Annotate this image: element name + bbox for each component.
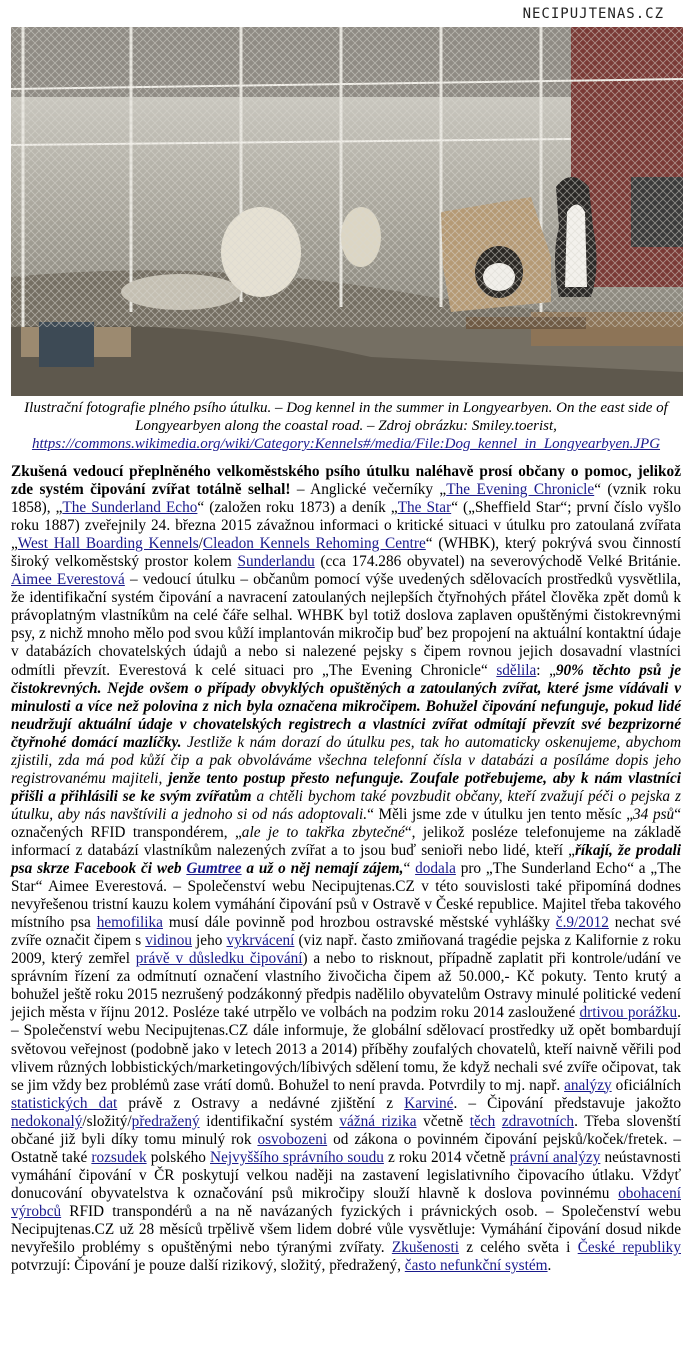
text: . – Společenství webu Necipujtenas.CZ dále informuje, že globální sdělovací prostředky už opět bombardují světovou veřejnost (podobně jako v letech 2013 a 2014) příběhy zoufalých chovatelů, kteří naivně věřili pod vlivem různých lobbistických/marketingových/líbivých sdělení tomu, že když nechali své zvíře očipovat, tak se jim vždy bez problémů zase vrátí domů. Bohužel to není pravda. Potvrdily to mj. např. (11, 1004, 681, 1094)
text: jeho (192, 932, 227, 950)
quote-italic: 34 psů (633, 805, 675, 823)
text: polského (146, 1148, 211, 1166)
text: “ (založen roku 1873) a deník „ (197, 499, 398, 517)
text: (viz např. často zmiňovaná tragédie pejska z Kalifornie z roku 2009, který zemřel (11, 932, 681, 968)
text: . Třeba slovenští občané již byli díky tomu minulý rok (11, 1112, 681, 1148)
link-cleadon[interactable]: Cleadon Kennels Rehoming Centre (202, 535, 426, 553)
text: RFID transpondérů a na ně navázaných fyzických i právnických osob. – Společenství webu Necipujtenas.CZ už 28 měsíců trpělivě všem lidem dobré vůle vysvětluje: Vymáhání čipování dosud nikde nevyřešilo problémy s opuštěnými nebo týranými zvířaty. (11, 1202, 681, 1257)
text: /složitý/ (82, 1112, 132, 1130)
text: . (547, 1257, 552, 1275)
text: “ (vznik roku 1858), „ (11, 481, 681, 517)
link-zdravotnich[interactable]: zdravotních (501, 1112, 575, 1130)
link-analyzy[interactable]: analýzy (564, 1076, 612, 1094)
text: “ Měli jsme zde v útulku jen tento měsíc „ (367, 805, 634, 823)
link-sunderland[interactable]: Sunderlandu (237, 553, 315, 571)
link-vidinou[interactable]: vidinou (145, 932, 192, 950)
text: identifikační systém (199, 1112, 340, 1130)
link-vazna-rizika[interactable]: vážná rizika (339, 1112, 417, 1130)
link-predrazeny[interactable]: předražený (131, 1112, 200, 1130)
text: “ (403, 860, 416, 878)
link-prave-v-dusledku[interactable]: právě v důsledku čipování (135, 950, 303, 968)
link-gumtree[interactable]: Gumtree (186, 860, 242, 878)
link-nejvyssi-soud[interactable]: Nejvyššího správního soudu (210, 1148, 384, 1166)
link-dodala[interactable]: dodala (415, 860, 456, 878)
quote-bold: říkají, že prodali psa skrze Facebook či web (11, 841, 682, 878)
quote-italic: a chtěli bychom také povzbudit občany, kteří zvažují péči o pejska z útulku, aby nás navštívili a jednoho si od nás adoptovali. (11, 787, 681, 823)
text: z roku 2014 včetně (383, 1148, 510, 1166)
text: potvrzují: Čipování je pouze další rizikový, složitý, předražený, (11, 1257, 405, 1275)
link-vykrvaceni[interactable]: vykrvácení (226, 932, 295, 950)
text: . – Čipování představuje jakožto (453, 1094, 682, 1112)
text: “ (WHBK), který pokrývá svou činností široký velkoměstský prostor kolem (11, 535, 681, 571)
link-vyhlaska[interactable]: č.9/2012 (555, 914, 609, 932)
text: / (198, 535, 203, 553)
link-sunderland-echo[interactable]: The Sunderland Echo (62, 499, 198, 517)
text: “ („Sheffield Star“; první číslo vyšlo roku 1887) zveřejnily 24. března 2015 závažnou informaci o kritické situaci v útulku pro zatoulaná zvířata „ (11, 499, 681, 553)
link-statistickych-dat[interactable]: statistických dat (11, 1094, 118, 1112)
text: – Anglické večerníky „ (290, 481, 447, 499)
text: (cca 174.286 obyvatel) na severovýchodě Velké Británie. (314, 553, 681, 571)
link-rozsudek[interactable]: rozsudek (91, 1148, 147, 1166)
text: z celého světa i (458, 1239, 578, 1257)
link-casto-nefunkcni[interactable]: často nefunkční systém (404, 1257, 548, 1275)
quote-bold: a už o něj nemají zájem, (241, 860, 404, 878)
text: včetně (416, 1112, 470, 1130)
link-sdelila[interactable]: sdělila (496, 661, 537, 679)
text: – vedoucí útulku – občanům pomocí výše uvedených sdělovacích prostředků vysvětlila, že identifikační systém čipování a navracení zatoulaných nejlepších čtyřnohých přátel člověka zpět domů k právoplatným vlastníkům na celé čáře selhal. WHBK byl totiž doslova zaplaven opuštěnými čistokrevnými psy, z nichž mnoho mělo pod svou kůží implantován mikročip buď bez propojení na aktuální kontaktní údaje v databázích chovatelských údajů a nebo si nalezené pejsky s čipem rovnou jejich dosavadní vlastníci odmítli převzít. Everestová k celé situaci pro „The Evening Chronicle“ (11, 571, 681, 679)
text: : „ (536, 661, 556, 679)
text: nechat své zvíře označit čipem s (11, 914, 681, 950)
link-hemofilika[interactable]: hemofilika (96, 914, 163, 932)
photo-caption (8, 399, 684, 454)
text: právě z Ostravy a nedávné zjištění z (117, 1094, 405, 1112)
link-west-hall[interactable]: West Hall Boarding Kennels (17, 535, 199, 553)
text: ) a nebo to risknout, případně zaplatit při kontrole/udání ve správním řízení za odmítnutí označení vlastního živočicha čipem až 50.000,- Kč pokuty. Tento krutý a bohužel ještě roku 2015 nezrušený podzákonný předpis nadělilo obyvatelům Ostravy minulé politické vedení jejich města v říjnu 2012. Posléze také utrpělo ve volbách na podzim roku 2014 zasloužené (11, 950, 681, 1022)
caption-text: Ilustrační fotografie plného psího útulku. – Dog kennel in the summer in Longyearbyen. On the east side of Longyearbyen along the coastal road. – Zdroj obrázku: Smiley.toerist, (24, 400, 668, 435)
text (495, 1113, 502, 1130)
link-the-star[interactable]: The Star (397, 499, 452, 517)
link-pravni-analyzy[interactable]: právní analýzy (509, 1148, 601, 1166)
link-osvobozeni[interactable]: osvobozeni (257, 1130, 328, 1148)
link-nedokonaly[interactable]: nedokonalý (11, 1112, 83, 1130)
link-porazku[interactable]: drtivou porážku (579, 1004, 678, 1022)
site-name: NECIPUJTENAS.CZ (522, 6, 664, 22)
text: “ označených RFID transpondérem, „ (11, 805, 682, 841)
text: “, jelikož posléze telefonujeme na základě informací z databází vlastníkům nalezených zvířat a to jsou buď senioři nebo lidé, kteří „ (11, 823, 681, 859)
text: pro „The Sunderland Echo“ a „The Star“ Aimee Everestová. – Společenství webu Necipujtenas.CZ v této souvislosti také připomíná dodnes nevyřešenou tristní kauzu kolem vymáhání čipování psů v Ostravě v České republice. Majitel třeba takového místního psa (11, 860, 681, 932)
article-lead: Zkušená vedoucí přeplněného velkoměstského psího útulku naléhavě prosí občany o pomoc, jelikož zde systém čipování zvířat totálně selhal! (11, 463, 681, 499)
article-body (11, 463, 681, 1275)
text: musí dále povinně pod hrozbou ostravské městské vyhlášky (162, 914, 556, 932)
link-obohaceni-vyrobcu[interactable]: obohacení výrobců (11, 1184, 681, 1220)
link-ceske-republiky[interactable]: České republiky (577, 1239, 681, 1257)
quote-bold: 90% těchto psů je čistokrevných. Nejde ovšem o případy obvyklých opuštěných a zatoulaných zvířat, které jsme vídávali v minulosti a více než polovina z nich byla označena mikročipem. Bohužel čipování nefunguje, pokud lidé neudržují aktuální údaje v chovatelských registrech a vlastníci zvířat odmítají převzít své bezprizorné čtyřnohé domácí mazlíčky. (11, 661, 681, 751)
quote-italic: ale je to takřka zbytečné (241, 823, 405, 841)
text: od zákona o povinném čipování pejsků/koček/fretek. – Ostatně také (11, 1130, 681, 1166)
link-evening-chronicle[interactable]: The Evening Chronicle (446, 481, 595, 499)
text: neústavnosti vymáhání čipování v ČR poskytují velkou naději na zastavení legislativního čipovacího útlaku. Vždyť donucování obyvatelstva k označování psů mikročipy slouží hlavně k doslova povinnému (11, 1148, 681, 1202)
kennel-photo (11, 27, 683, 396)
quote-bold: jenže tento postup přesto nefunguje. Zoufale potřebujeme, aby k nám vlastníci přišli a přihlásili se ke svým zvířatům (11, 769, 681, 805)
link-tech[interactable]: těch (469, 1112, 496, 1130)
caption-source-link[interactable]: https://commons.wikimedia.org/wiki/Category:Kennels#/media/File:Dog_kennel_in_Longyearbyen.JPG (31, 436, 661, 453)
quote-italic: Jestliže k nám dorazí do útulku pes, tak ho automaticky oskenujeme, abychom zjistili, zda má pod kůží čip a pak obvoláváme všechna telefonní čísla v databázi a posíláme dopis jeho registrovanému majiteli, (11, 733, 681, 787)
link-zkusenosti[interactable]: Zkušenosti (391, 1239, 459, 1257)
link-karvine[interactable]: Karviné (404, 1094, 454, 1112)
text: oficiálních (611, 1076, 681, 1094)
link-aimee[interactable]: Aimee Everestová (11, 571, 125, 589)
